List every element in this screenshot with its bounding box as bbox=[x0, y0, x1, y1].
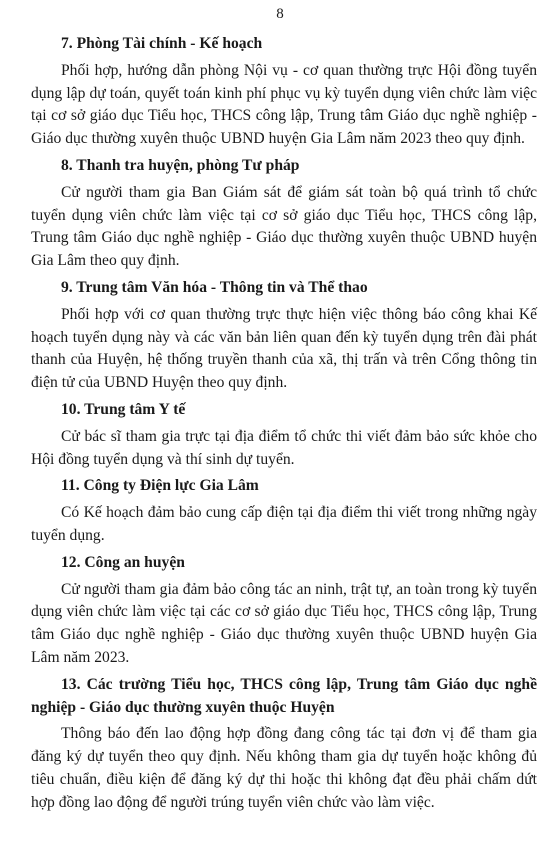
section-paragraph: Cử người tham gia đảm bảo công tác an ninh, trật tự, an toàn trong kỳ tuyển dụng viên chức làm việc tại các cơ sở giáo dục Tiểu học, THCS công lập, Trung tâm Giáo dục nghề nghiệp - Giáo dục thường xuyên thuộc UBND huyện Gia Lâm năm 2023. bbox=[31, 580, 537, 666]
section-heading: 12. Công an huyện bbox=[61, 553, 185, 571]
section-13 bbox=[31, 674, 537, 815]
section-heading: 10. Trung tâm Y tế bbox=[61, 400, 186, 418]
section-10 bbox=[31, 399, 537, 471]
section-7 bbox=[31, 33, 537, 151]
section-8 bbox=[31, 155, 537, 273]
section-paragraph: Cử bác sĩ tham gia trực tại địa điểm tổ chức thi viết đảm bảo sức khỏe cho Hội đồng tuyển dụng và thí sinh dự tuyển. bbox=[31, 427, 537, 468]
section-paragraph: Phối hợp với cơ quan thường trực thực hiện việc thông báo công khai Kế hoạch tuyển dụng này và các văn bản liên quan đến kỳ tuyển dụng trên đài phát thanh của Huyện, hệ thống truyền thanh của xã, thị trấn và trên Cổng thông tin điện tử của UBND Huyện theo quy định. bbox=[31, 305, 537, 392]
section-heading: 11. Công ty Điện lực Gia Lâm bbox=[61, 477, 259, 495]
section-heading: 7. Phòng Tài chính - Kế hoạch bbox=[61, 35, 263, 52]
document-body bbox=[31, 33, 537, 819]
section-12 bbox=[31, 552, 537, 670]
section-paragraph: Phối hợp, hướng dẫn phòng Nội vụ - cơ quan thường trực Hội đồng tuyển dụng lập dự toán, quyết toán kinh phí phục vụ kỳ tuyển dụng viên chức làm việc tại cơ sở giáo dục Tiểu học, THCS công lập, Trung tâm Giáo dục nghề nghiệp - Giáo dục thường xuyên thuộc UBND huyện Gia Lâm năm 2023 theo quy định. bbox=[31, 61, 537, 148]
page-number: 8 bbox=[276, 6, 284, 22]
section-11 bbox=[31, 475, 537, 547]
section-heading: 9. Trung tâm Văn hóa - Thông tin và Thể thao bbox=[61, 278, 368, 296]
section-9 bbox=[31, 277, 537, 395]
section-paragraph: Có Kế hoạch đảm bảo cung cấp điện tại địa điểm thi viết trong những ngày tuyển dụng. bbox=[31, 504, 537, 544]
section-heading: 13. Các trường Tiểu học, THCS công lập, Trung tâm Giáo dục nghề nghiệp - Giáo dục thường xuyên thuộc Huyện bbox=[31, 675, 537, 716]
section-paragraph: Thông báo đến lao động hợp đồng đang công tác tại đơn vị để tham gia đăng ký dự tuyển theo quy định. Nếu không tham gia dự tuyển hoặc không đủ tiêu chuẩn, điều kiện để đăng ký dự thi hoặc thi không đạt đều phải chấm dứt hợp đồng lao động để người trúng tuyển viên chức vào làm việc. bbox=[31, 725, 537, 811]
section-heading: 8. Thanh tra huyện, phòng Tư pháp bbox=[61, 156, 300, 174]
section-paragraph: Cử người tham gia Ban Giám sát để giám sát toàn bộ quá trình tổ chức tuyển dụng viên chức làm việc tại cơ sở giáo dục Tiểu học, THCS công lập, Trung tâm Giáo dục nghề nghiệp - Giáo dục thường xuyên thuộc UBND huyện Gia Lâm theo quy định. bbox=[31, 183, 537, 270]
